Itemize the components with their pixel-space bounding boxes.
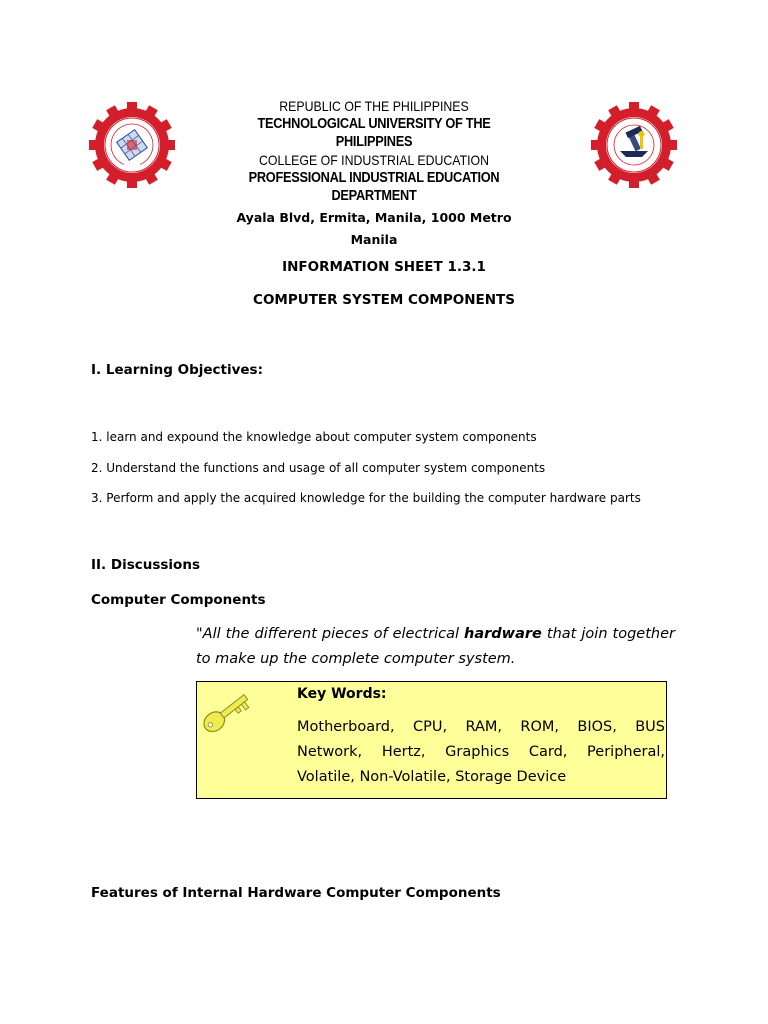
college-name: COLLEGE OF INDUSTRIAL EDUCATION: [258, 152, 490, 168]
key-words-box: [196, 681, 667, 799]
address-line-1: Ayala Blvd, Ermita, Manila, 1000 Metro: [236, 210, 512, 225]
key-words-list: Motherboard, CPU, RAM, ROM, BIOS, BUS Network, Hertz, Graphics Card, Peripheral, Volatile, Non-Volatile, Storage Device: [297, 719, 665, 785]
college-seal-logo: [590, 101, 678, 189]
department-name-line-2: DEPARTMENT: [331, 188, 417, 204]
information-sheet-number: INFORMATION SHEET 1.3.1: [282, 259, 486, 275]
learning-objectives-heading: I. Learning Objectives:: [91, 362, 263, 378]
definition-quote: [196, 622, 675, 672]
objective-item: 1. learn and expound the knowledge about computer system components: [91, 430, 537, 444]
quote-text-start: "All the different pieces of electrical: [196, 626, 465, 642]
address-line-2: Manila: [350, 232, 398, 247]
features-heading: Features of Internal Hardware Computer Components: [91, 885, 501, 901]
quote-text-end: that join together to make up the complete computer system.: [196, 626, 675, 667]
letterhead: [200, 97, 548, 251]
key-words-title: Key Words:: [297, 686, 387, 702]
tup-university-seal-logo: [88, 101, 176, 189]
quote-keyword: hardware: [464, 626, 542, 642]
key-icon: [199, 682, 257, 734]
republic-line: REPUBLIC OF THE PHILIPPINES: [279, 98, 469, 114]
information-sheet-title: COMPUTER SYSTEM COMPONENTS: [253, 292, 515, 308]
department-name-line-1: PROFESSIONAL INDUSTRIAL EDUCATION: [248, 170, 500, 186]
discussions-heading: II. Discussions: [91, 557, 200, 573]
objective-item: 2. Understand the functions and usage of all computer system components: [91, 461, 546, 475]
objective-item: 3. Perform and apply the acquired knowledge for the building the computer hardware parts: [91, 491, 641, 505]
university-name-line-1: TECHNOLOGICAL UNIVERSITY OF THE: [257, 116, 491, 132]
computer-components-heading: Computer Components: [91, 592, 266, 608]
address: [200, 207, 548, 251]
university-name-line-2: PHILIPPINES: [335, 134, 413, 150]
